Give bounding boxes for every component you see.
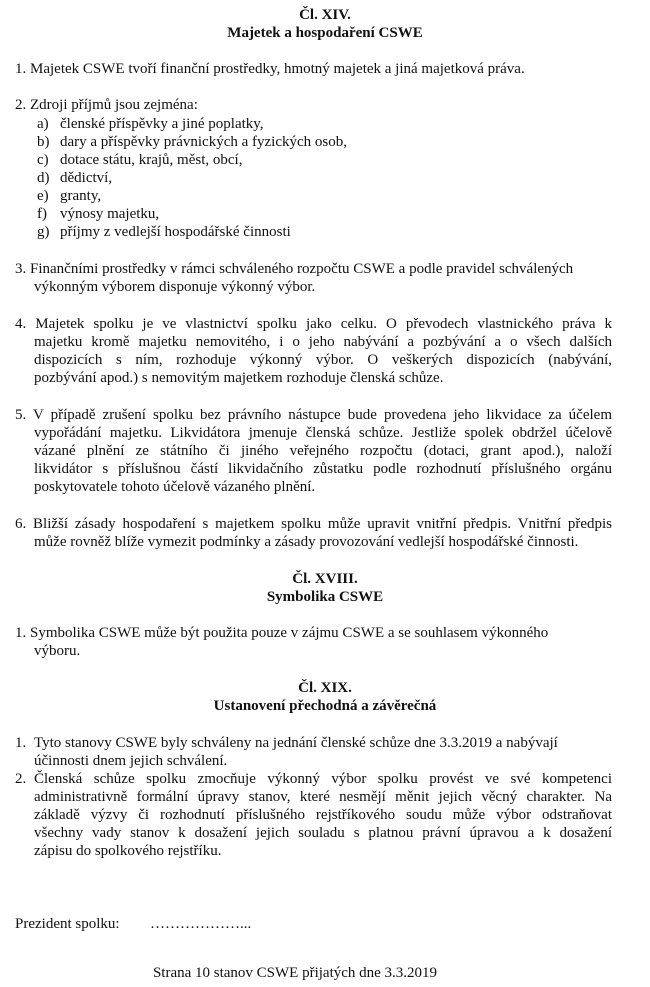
list-number: 2. bbox=[15, 771, 27, 787]
paragraph-line: 2. Zdroji příjmů jsou zejména: bbox=[15, 97, 198, 113]
list-item: výnosy majetku, bbox=[60, 206, 160, 222]
paragraph-line: 1. Symbolika CSWE může být použita pouze v zájmu CSWE a se souhlasem výkonného bbox=[15, 625, 549, 641]
list-item: členské příspěvky a jiné poplatky, bbox=[60, 116, 264, 132]
paragraph-line: administrativně formální úpravy stanov, které nesmějí měnit jejich věcný charakter. Na bbox=[34, 789, 612, 805]
paragraph-line: všechny vady stanov k dosažení jejich souladu s platnou právní úpravou a k dosažení bbox=[34, 825, 612, 841]
section-number: Čl. XIV. bbox=[299, 7, 351, 23]
list-item: dědictví, bbox=[60, 170, 113, 186]
list-item: dotace státu, krajů, měst, obcí, bbox=[60, 152, 243, 168]
paragraph-line: může rovněž blíže vymezit podmínky a zásady provozování vedlejší hospodářské činnosti. bbox=[34, 534, 579, 550]
signature-blank: ………………... bbox=[150, 916, 252, 932]
paragraph-line: likvidátor s příslušnou částí likvidačního zůstatku podle rozhodnutí příslušného orgánu bbox=[34, 461, 612, 477]
paragraph-line: Tyto stanovy CSWE byly schváleny na jednání členské schůze dne 3.3.2019 a nabývají bbox=[34, 735, 558, 751]
section-title: Symbolika CSWE bbox=[266, 589, 384, 605]
section-title: Majetek a hospodaření CSWE bbox=[227, 25, 423, 41]
paragraph-line: základě výzvy či rozhodnutí příslušného rejstříkového soudu může výbor odstraňovat bbox=[34, 807, 612, 823]
list-item: granty, bbox=[60, 188, 102, 204]
paragraph-line: 5. V případě zrušení spolku bez právního nástupce bude provedena jeho likvidace za účelem bbox=[15, 407, 612, 423]
list-item: příjmy z vedlejší hospodářské činnosti bbox=[60, 224, 291, 240]
paragraph-line: výboru. bbox=[34, 643, 81, 659]
paragraph-line: vypořádání majetku. Likvidátora jmenuje členská schůze. Jestliže spolek obdržel účelově bbox=[34, 425, 612, 441]
section-number: Čl. XIX. bbox=[298, 680, 352, 696]
paragraph-line: vázané plnění ze státního či jiného veřejného rozpočtu (dotaci, grant apod.), naloží bbox=[34, 443, 612, 459]
list-letter: b) bbox=[37, 134, 50, 150]
list-number: 1. bbox=[15, 735, 27, 751]
list-letter: d) bbox=[37, 170, 50, 186]
signature-label: Prezident spolku: bbox=[15, 916, 120, 932]
list-letter: g) bbox=[37, 224, 50, 240]
section-number: Čl. XVIII. bbox=[292, 571, 358, 587]
paragraph-line: poskytovatele tohoto účelově vázaného plnění. bbox=[34, 479, 316, 495]
page-footer: Strana 10 stanov CSWE přijatých dne 3.3.2019 bbox=[152, 965, 438, 981]
paragraph-line: 3. Finančními prostředky v rámci schváleného rozpočtu CSWE a podle pravidel schválených bbox=[15, 261, 574, 277]
paragraph-line: výkonným výborem disponuje výkonný výbor. bbox=[34, 279, 316, 295]
paragraph-line: pozbývání apod.) s nemovitým majetkem rozhoduje členská schůze. bbox=[34, 370, 444, 386]
list-letter: c) bbox=[37, 152, 49, 168]
paragraph-line: 4. Majetek spolku je ve vlastnictví spolku jako celku. O převodech vlastnického práva k bbox=[15, 316, 612, 332]
paragraph-line: 6. Bližší zásady hospodaření s majetkem spolku může upravit vnitřní předpis. Vnitřní předpis bbox=[15, 516, 612, 532]
paragraph-line: dispozicích s ním, rozhoduje výkonný výbor. O veškerých dispozicích (nabývání, bbox=[34, 352, 612, 368]
paragraph-line: majetku kromě majetku nemovitého, i o jeho nabývání a pozbývání a o všech dalších bbox=[34, 334, 612, 350]
paragraph-line: Členská schůze spolku zmocňuje výkonný výbor spolku provést ve své kompetenci bbox=[34, 771, 612, 787]
paragraph-line: účinnosti dnem jejich schválení. bbox=[34, 753, 228, 769]
paragraph-line: 1. Majetek CSWE tvoří finanční prostředky, hmotný majetek a jiná majetková práva. bbox=[15, 61, 525, 77]
list-letter: f) bbox=[37, 206, 47, 222]
paragraph-line: zápisu do spolkového rejstříku. bbox=[34, 843, 222, 859]
list-item: dary a příspěvky právnických a fyzických osob, bbox=[60, 134, 347, 150]
section-title: Ustanovení přechodná a závěrečná bbox=[213, 698, 437, 714]
list-letter: a) bbox=[37, 116, 49, 132]
list-letter: e) bbox=[37, 188, 49, 204]
